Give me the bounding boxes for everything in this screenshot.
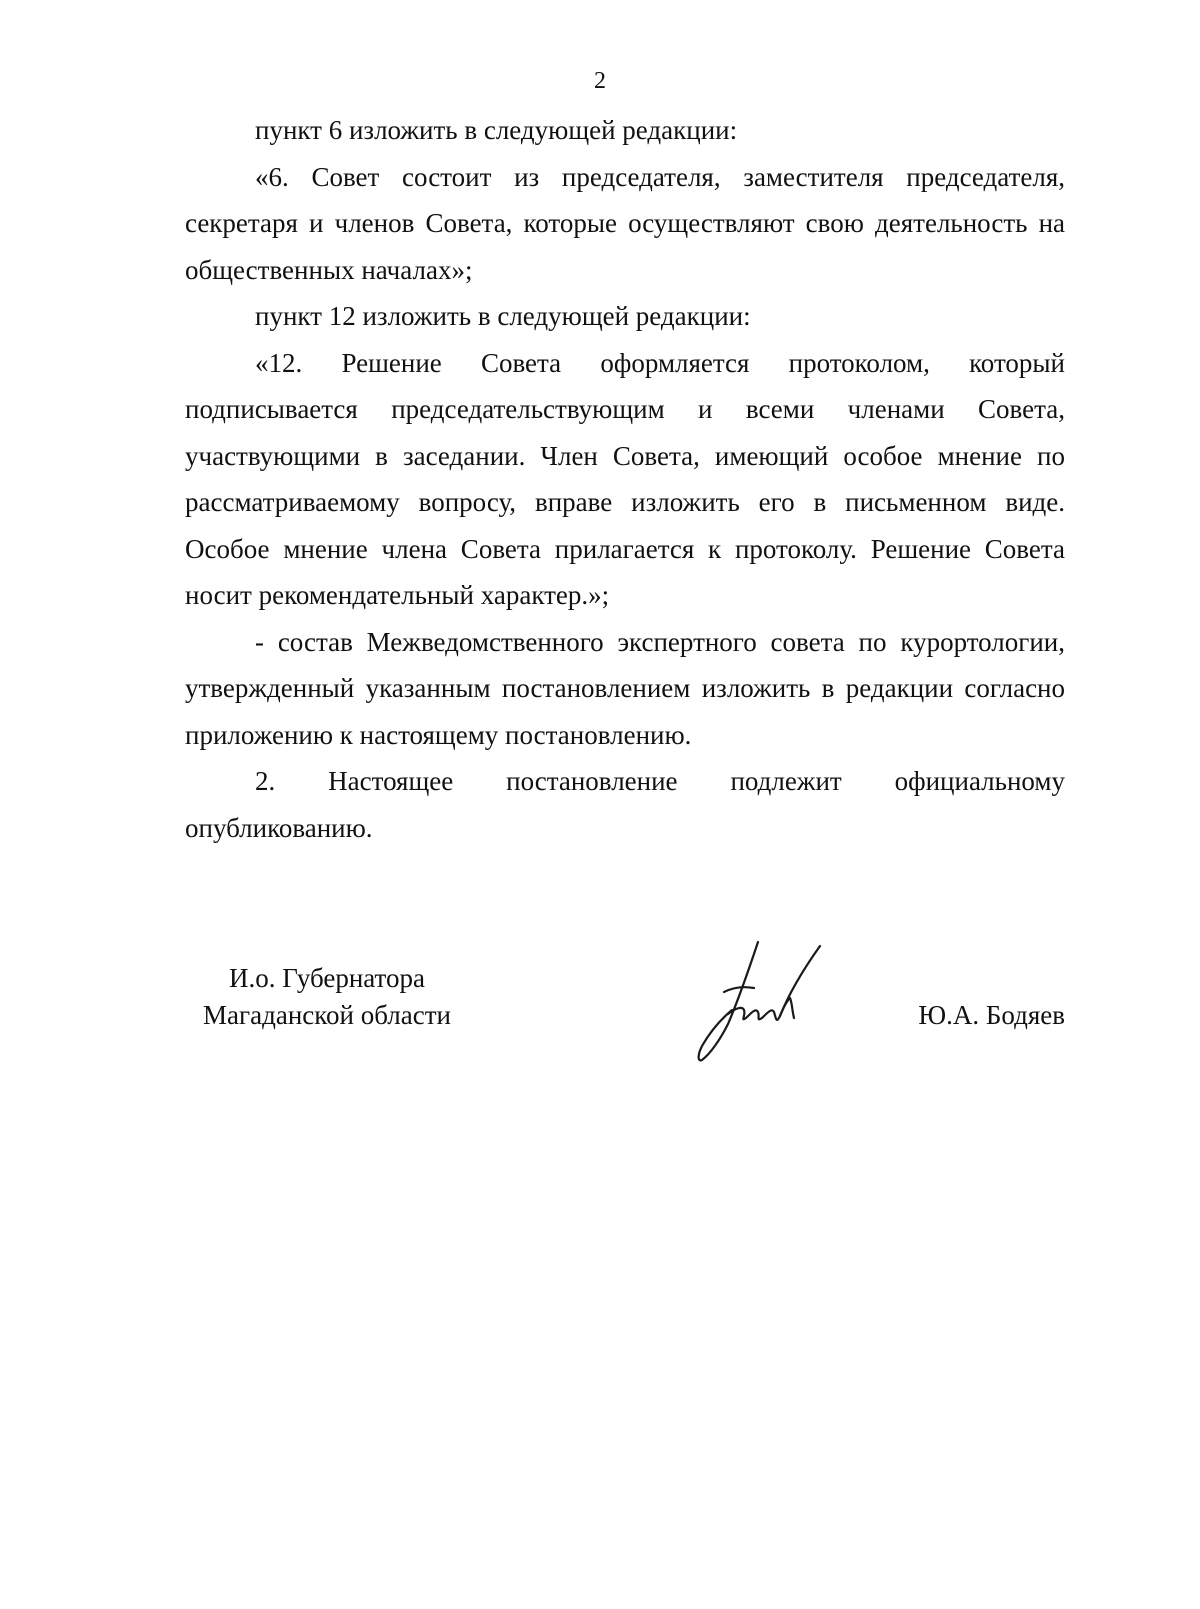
paragraph-item-12-intro: пункт 12 изложить в следующей редакции: — [255, 301, 751, 331]
page-number: 2 — [594, 68, 606, 94]
handwritten-signature-icon — [680, 936, 830, 1066]
signature-block — [185, 960, 1065, 1080]
paragraph-item-12-text: «12. Решение Совета оформляется протоколом, который подписывается председательствующим и всеми членами Совета, участвующими в заседании. Член Совета, имеющий особое мнение по рассматриваемому вопросу, вправе изложить его в письменном виде. Особое мнение члена Совета прилагается к протоколу. Решение Совета носит рекомендательный характер.»; — [185, 347, 1065, 610]
paragraph-item-6-intro: пункт 6 изложить в следующей редакции: — [255, 115, 738, 145]
signer-title-line-2: Магаданской области — [203, 1000, 451, 1030]
signer-title-line-1: И.о. Губернатора — [228, 963, 425, 993]
paragraph-publication: 2. Настоящее постановление подлежит официальному опубликованию. — [185, 766, 1065, 843]
signer-name: Ю.А. Бодяев — [918, 1000, 1065, 1030]
paragraph-item-6-text: «6. Совет состоит из председателя, заместителя председателя, секретаря и членов Совета, которые осуществляют свою деятельность на общественных началах»; — [185, 161, 1065, 285]
paragraph-composition: - состав Межведомственного экспертного совета по курортологии, утвержденный указанным постановлением изложить в редакции согласно приложению к настоящему постановлению. — [185, 626, 1065, 750]
signer-title — [185, 960, 469, 1034]
document-body — [185, 107, 1065, 851]
